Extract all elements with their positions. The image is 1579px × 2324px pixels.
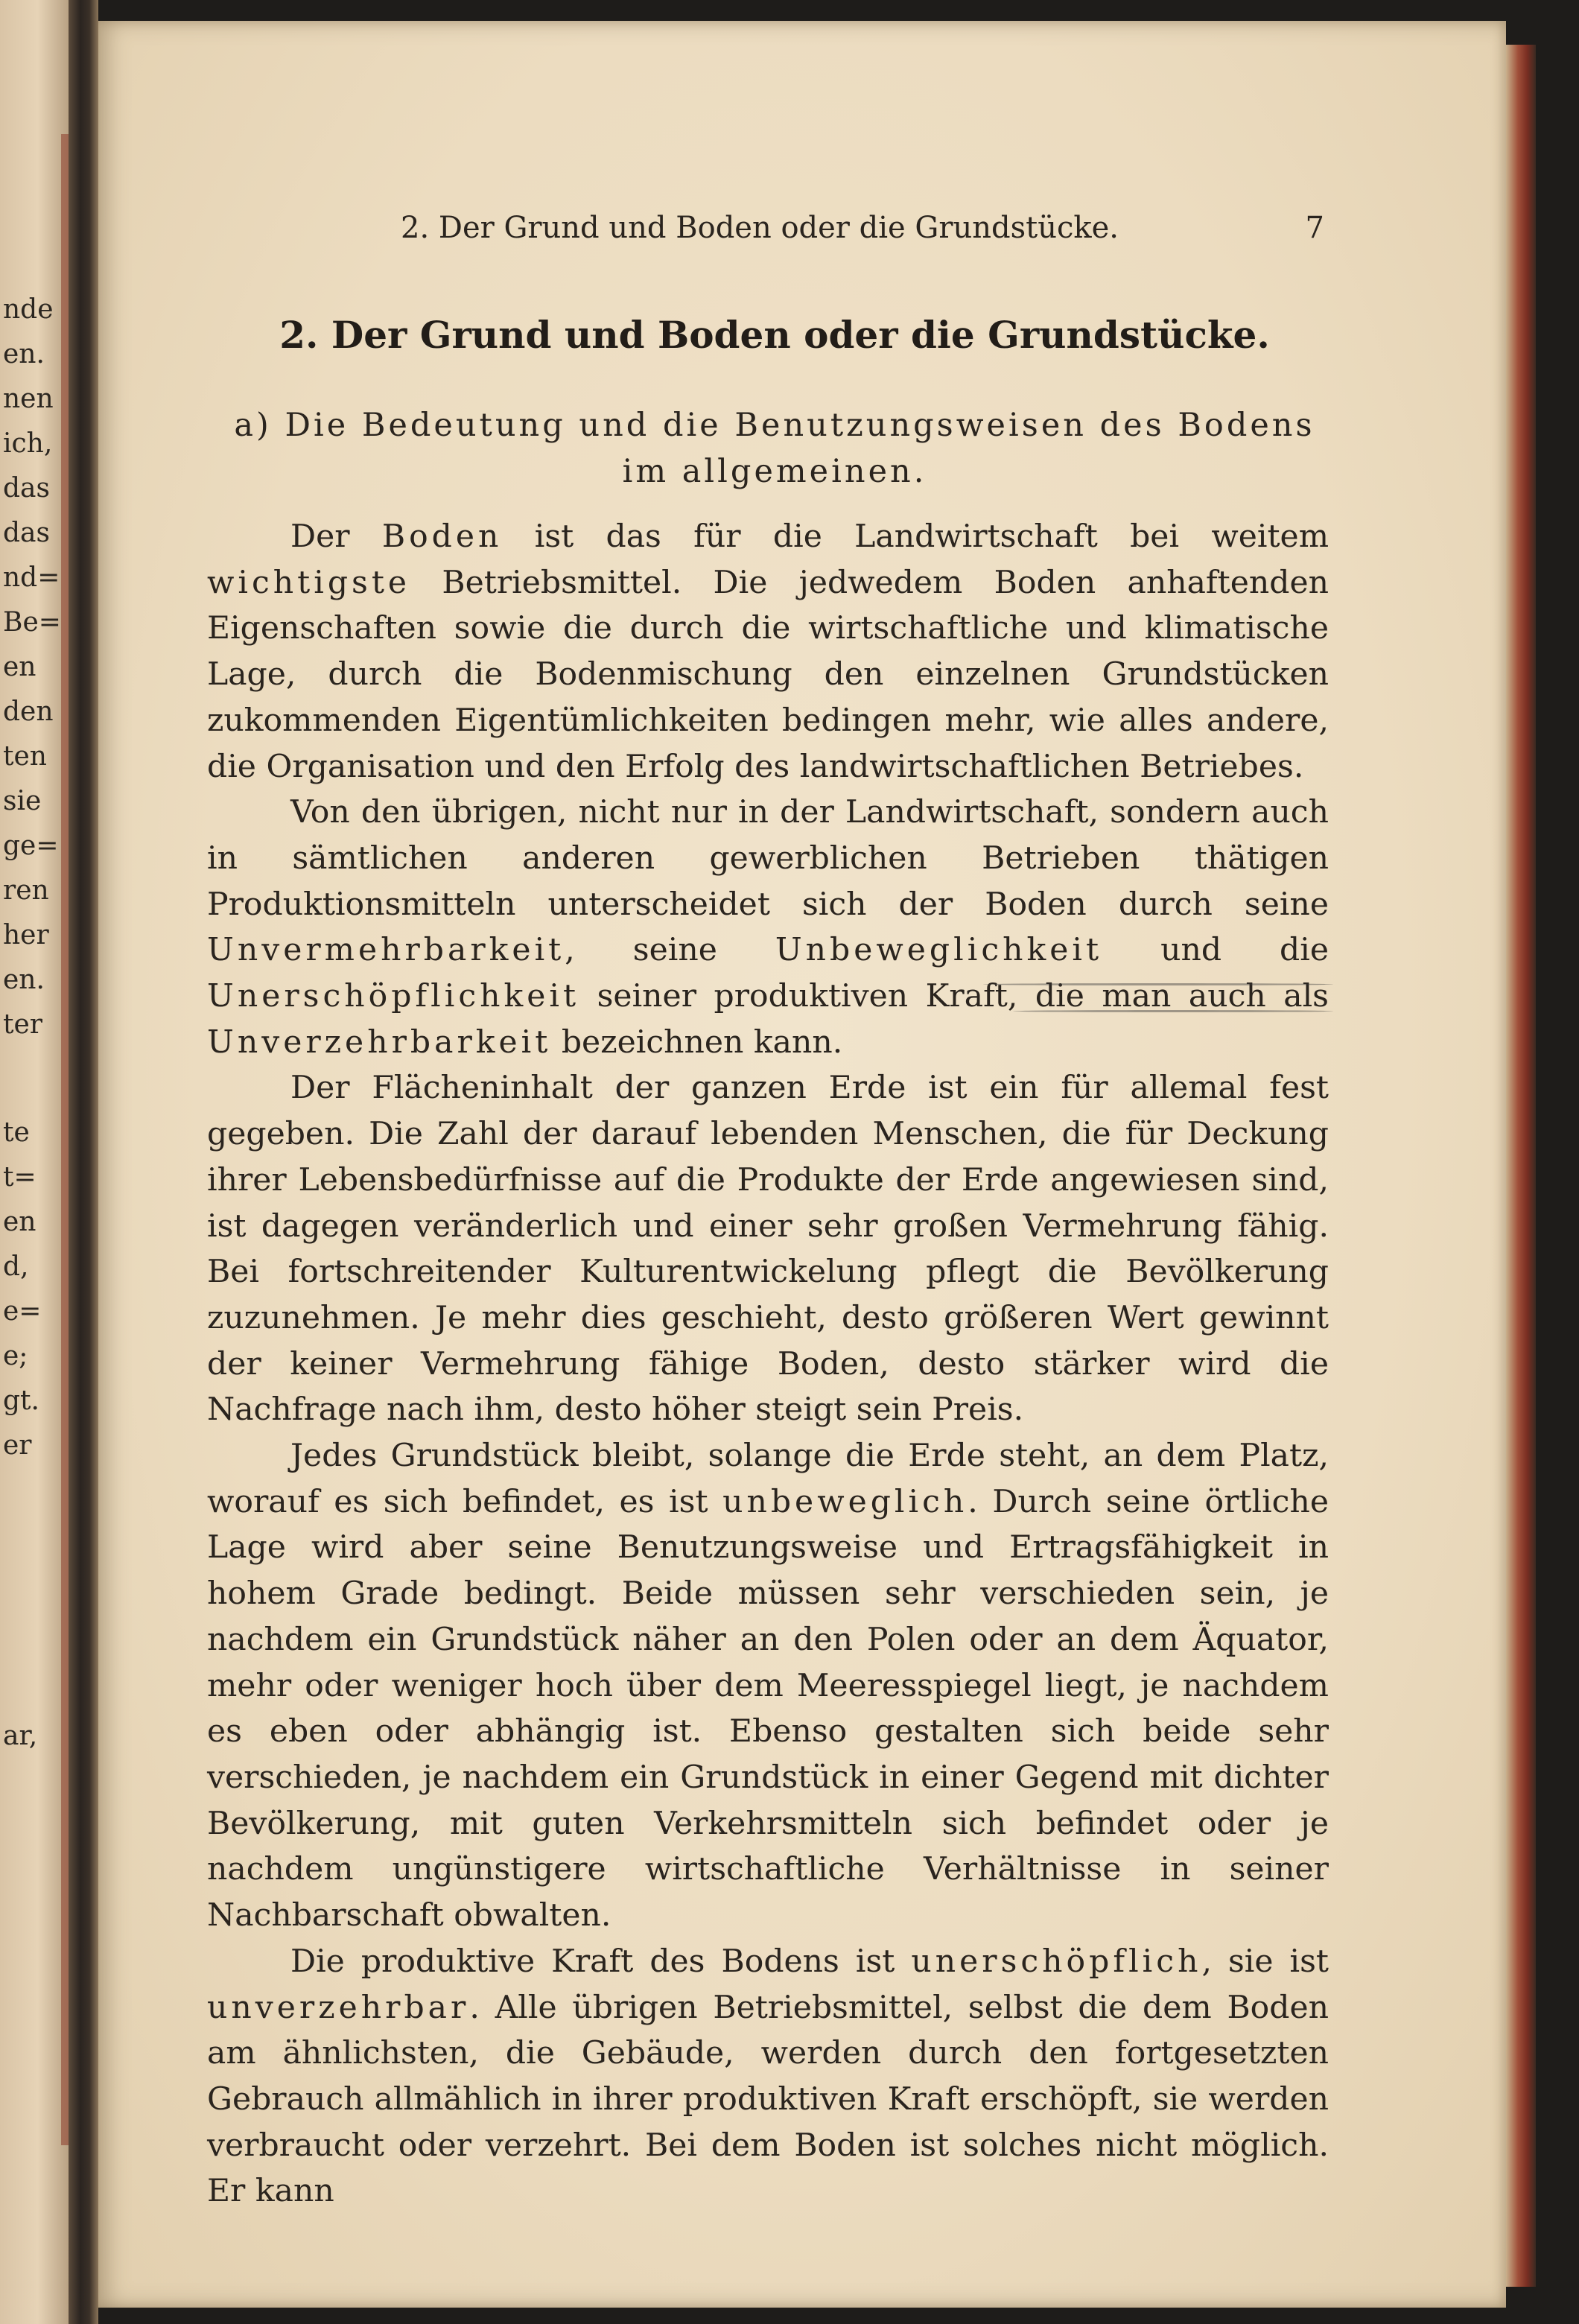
text-run: Jedes Grundstück bleibt, solange die Erde steht, an dem Platz, worauf es sich befindet, es ist [207,1438,1329,1520]
spaced-emphasis: Unvermehrbarkeit [207,932,565,969]
pencil-underline-mark [983,983,1333,985]
left-line-fragment: gt. [3,1385,39,1416]
text-run: , sie ist [1201,1943,1329,1980]
left-line-fragment: den [3,696,54,727]
body-text [207,514,1329,2215]
left-line-fragment: her [3,920,49,950]
left-line-fragment: e; [3,1341,28,1371]
left-line-fragment: er [3,1430,32,1461]
text-run: . Durch seine örtliche Lage wird aber seine Benutzungsweise und Ertragsfähigkeit in hohem Grade bedingt. Beide müssen sehr verschieden sein, je nachdem ein Grundstück näher an den Polen oder an dem Äquator, mehr oder weniger hoch über dem Meeresspiegel liegt, je nachdem es eben oder abhängig ist. Ebenso gestalten sich beide sehr verschieden, je nachdem ein Grundstück in einer Gegend mit dichter Bevölkerung, mit guten Verkehrsmitteln sich befindet oder je nachdem ungünstigere wirtschaftliche Verhältnisse in seiner Nachbarschaft obwalten. [207,1483,1329,1934]
spaced-emphasis: Boden [381,518,503,555]
left-line-fragment: en. [3,339,45,369]
text-run: Der [290,518,382,555]
spaced-emphasis: unerschöpflich [911,1943,1202,1980]
left-line-fragment: ge= [3,831,59,861]
left-line-fragment: Be= [3,607,61,638]
left-line-fragment: t= [3,1162,36,1193]
paragraph-4 [207,1433,1329,1939]
paragraph-3: Der Flächeninhalt der ganzen Erde ist ein für allemal fest gegeben. Die Zahl der darauf lebenden Menschen, die für Deckung ihrer Lebensbedürfnisse auf die Produkte der Erde angewiesen sind, ist dagegen veränderlich und einer sehr großen Vermehrung fähig. Bei fortschreitender Kulturentwickelung pflegt die Bevölkerung zuzunehmen. Je mehr dies geschieht, desto größeren Wert gewinnt der keiner Vermehrung fähige Boden, desto stärker wird die Nachfrage nach ihm, desto höher steigt sein Preis. [207,1070,1329,1429]
text-run: Die produktive Kraft des Bodens ist [290,1943,912,1980]
left-line-fragment: en. [3,965,45,995]
text-run: seiner produktiven Kraft, die man auch als [579,978,1329,1015]
text-run: , seine [565,932,775,969]
left-line-fragment: das [3,518,50,548]
left-line-fragment: d, [3,1251,29,1282]
spaced-emphasis: Unerschöpflichkeit [207,978,580,1015]
left-line-fragment: sie [3,786,42,816]
left-line-fragment: nen [3,384,54,414]
spaced-emphasis: unverzehrbar [207,1989,470,2026]
running-title: 2. Der Grund und Boden oder die Grundstücke. [401,211,1119,245]
spaced-emphasis: Unverzehrbarkeit [207,1023,552,1061]
left-line-fragment: ten [3,741,47,772]
subsection-title-line1: a) Die Bedeutung und die Benutzungsweisen des Bodens [234,407,1315,444]
subsection-title-line2: im allgemeinen. [622,453,927,490]
text-run: Betriebsmittel. Die jedwedem Boden anhaftenden Eigenschaften sowie die durch die wirtschaftliche und klimatische Lage, durch die Bodenmischung den einzelnen Grundstücken zukommenden Eigentümlichkeiten bedingen mehr, wie alles andere, die Organisation und den Erfolg des landwirtschaftlichen Betriebes. [207,564,1329,785]
text-run: und die [1102,932,1329,969]
paragraph-5 [207,1939,1329,2215]
left-line-fragment: ich, [3,428,53,459]
paragraph-2 [207,790,1329,1065]
left-line-fragment: ar, [3,1721,38,1751]
left-line-fragment: te [3,1117,30,1148]
text-run: bezeichnen kann. [551,1023,843,1061]
spaced-emphasis: wichtigste [207,564,411,601]
left-line-fragment: en [3,652,36,682]
text-run: Von den übrigen, nicht nur in der Landwirtschaft, sondern auch in sämtlichen anderen gewerblichen Betrieben thätigen Produktionsmitteln unterscheidet sich der Boden durch seine [207,794,1329,923]
text-run: . Alle übrigen Betriebsmittel, selbst die dem Boden am ähnlichsten, die Gebäude, werden durch den fortgesetzten Gebrauch allmählich in ihrer produktiven Kraft erschöpft, sie werden verbraucht oder verzehrt. Bei dem Boden ist solches nicht möglich. Er kann [207,1989,1329,2210]
left-line-fragment: das [3,473,50,504]
page-edge [1506,45,1536,2287]
text-run: ist das für die Landwirtschaft bei weitem [502,518,1329,555]
section-title: 2. Der Grund und Boden oder die Grundstücke. [279,313,1270,357]
spaced-emphasis: unbeweglich [722,1483,968,1520]
pencil-underline-mark [1013,1010,1333,1012]
left-line-fragment: nde [3,294,54,325]
left-line-fragment: nd= [3,562,60,593]
book-gutter [69,0,98,2324]
left-line-fragment: e= [3,1296,42,1327]
spaced-emphasis: Unbeweglichkeit [775,932,1103,969]
left-line-fragment: ter [3,1009,42,1040]
left-page-fragment [0,0,69,2324]
subsection-title [209,402,1341,495]
left-line-fragment: en [3,1207,36,1237]
left-line-fragment: ren [3,875,49,906]
running-header [304,211,1324,253]
paragraph-1 [207,514,1329,790]
page-number: 7 [1305,211,1324,245]
